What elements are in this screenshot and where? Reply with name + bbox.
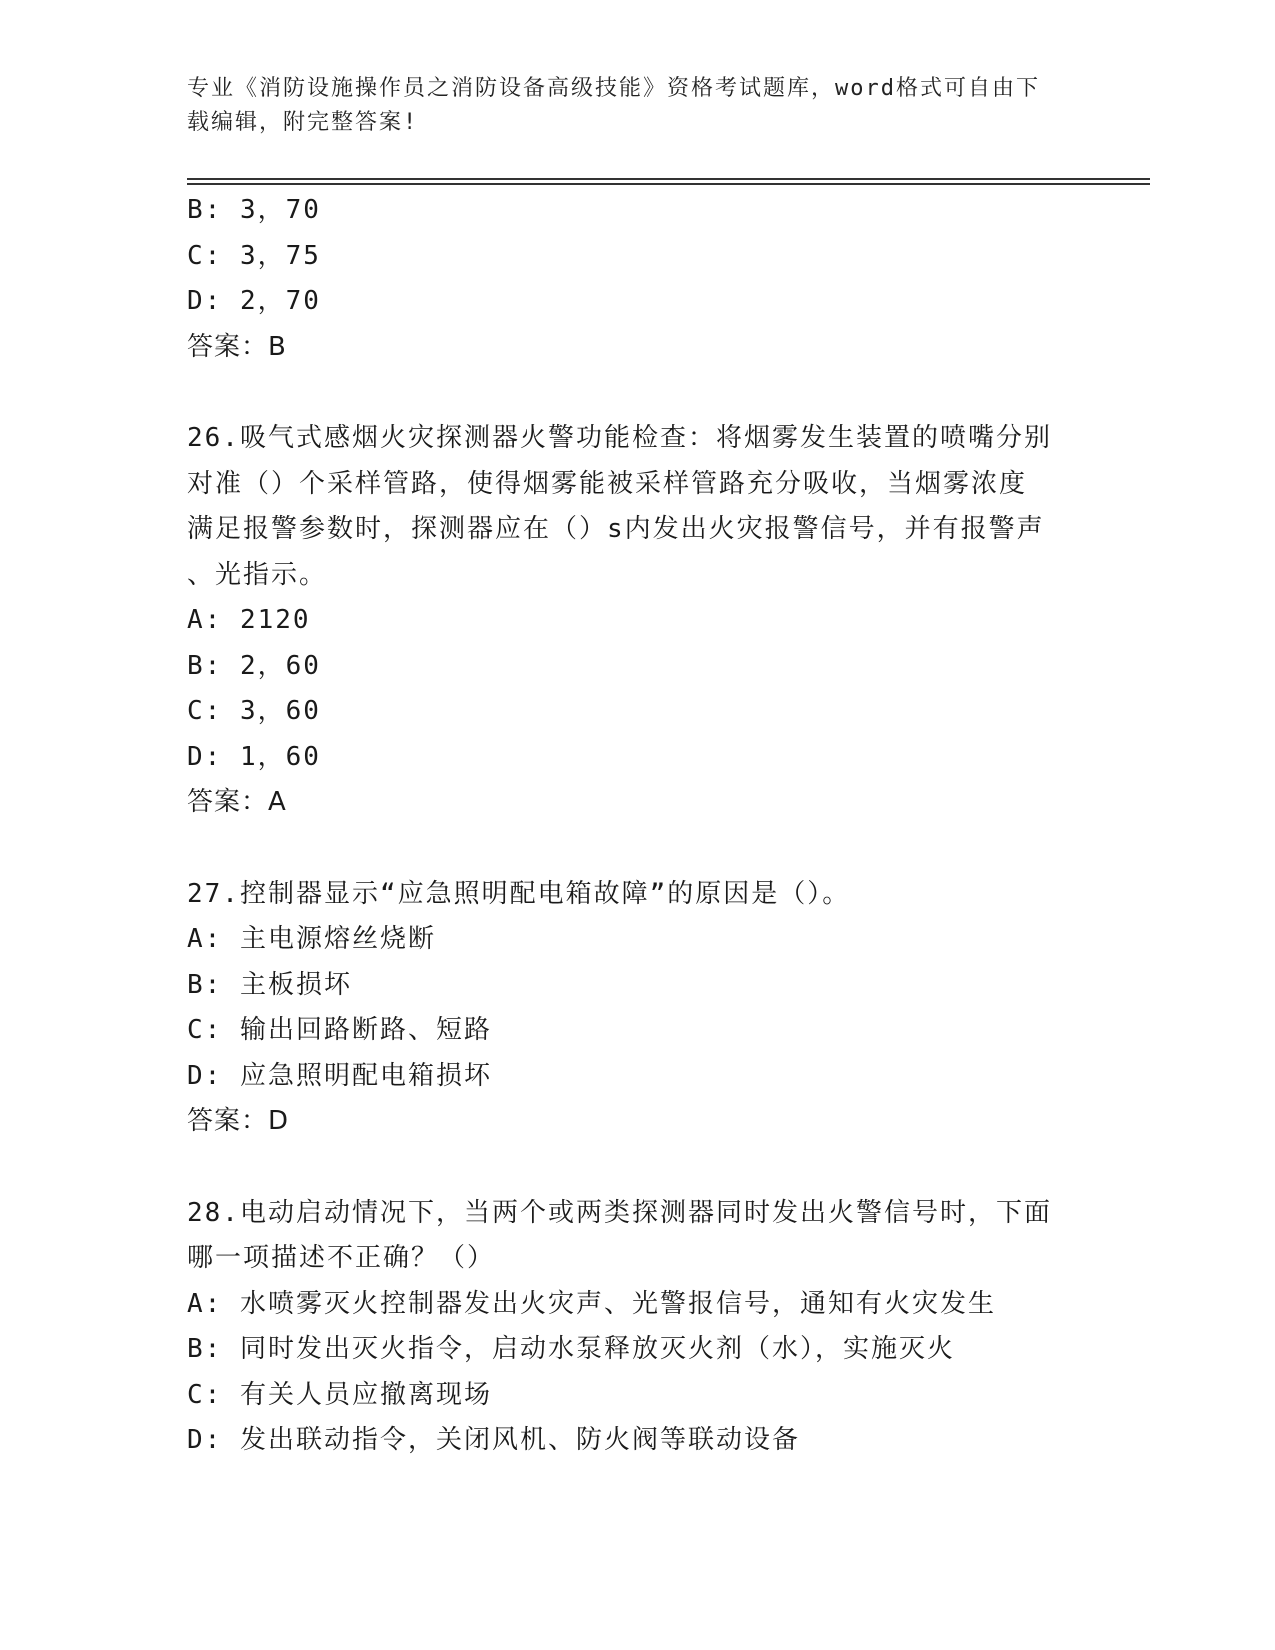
option-b: B: 3，70 <box>187 195 321 225</box>
option-c: C: 3，60 <box>187 696 321 726</box>
header-line-1: 专业《消防设施操作员之消防设备高级技能》资格考试题库，word格式可自由下 <box>187 76 1040 101</box>
option-a: A: 主电源熔丝烧断 <box>187 924 436 954</box>
document-header <box>187 72 1087 140</box>
option-b: B: 主板损坏 <box>187 969 352 1000</box>
option-d: D: 发出联动指令，关闭风机、防火阀等联动设备 <box>187 1425 800 1455</box>
stem-line: 27.控制器显示“应急照明配电箱故障”的原因是（）。 <box>187 878 851 909</box>
question-25-tail <box>187 188 1087 370</box>
header-divider <box>187 178 1150 180</box>
option-d: D: 1，60 <box>187 741 321 772</box>
question-stem <box>187 872 1087 918</box>
option-d: D: 2，70 <box>187 286 321 316</box>
header-divider-second <box>187 183 1150 185</box>
stem-line: 对准（）个采样管路，使得烟雾能被采样管路充分吸收，当烟雾浓度 <box>187 468 1028 499</box>
header-line-2: 载编辑，附完整答案! <box>187 110 419 135</box>
stem-line: 满足报警参数时，探测器应在（）s内发出火灾报警信号，并有报警声 <box>187 514 1045 544</box>
answer: 答案：B <box>187 331 287 362</box>
option-b: B: 2，60 <box>187 650 321 681</box>
stem-line: 26.吸气式感烟火灾探测器火警功能检查：将烟雾发生装置的喷嘴分别 <box>187 423 1052 453</box>
answer: 答案：D <box>187 1106 290 1136</box>
option-c: C: 3，75 <box>187 240 321 271</box>
stem-line: 、光指示。 <box>187 559 328 590</box>
question-27 <box>187 872 1087 1145</box>
question-26 <box>187 416 1087 826</box>
option-d: D: 应急照明配电箱损坏 <box>187 1060 492 1091</box>
option-a: A: 2120 <box>187 605 311 635</box>
question-stem <box>187 416 1087 598</box>
stem-line: 28.电动启动情况下，当两个或两类探测器同时发出火警信号时，下面 <box>187 1197 1052 1228</box>
option-a: A: 水喷雾灭火控制器发出火灾声、光警报信号，通知有火灾发生 <box>187 1288 996 1319</box>
question-stem <box>187 1191 1087 1282</box>
option-c: C: 有关人员应撤离现场 <box>187 1379 492 1410</box>
option-b: B: 同时发出灭火指令，启动水泵释放灭火剂（水），实施灭火 <box>187 1334 955 1364</box>
question-list <box>187 188 1087 1464</box>
option-c: C: 输出回路断路、短路 <box>187 1015 492 1045</box>
question-28 <box>187 1191 1087 1464</box>
stem-line: 哪一项描述不正确？（） <box>187 1243 496 1273</box>
answer: 答案：A <box>187 787 287 817</box>
